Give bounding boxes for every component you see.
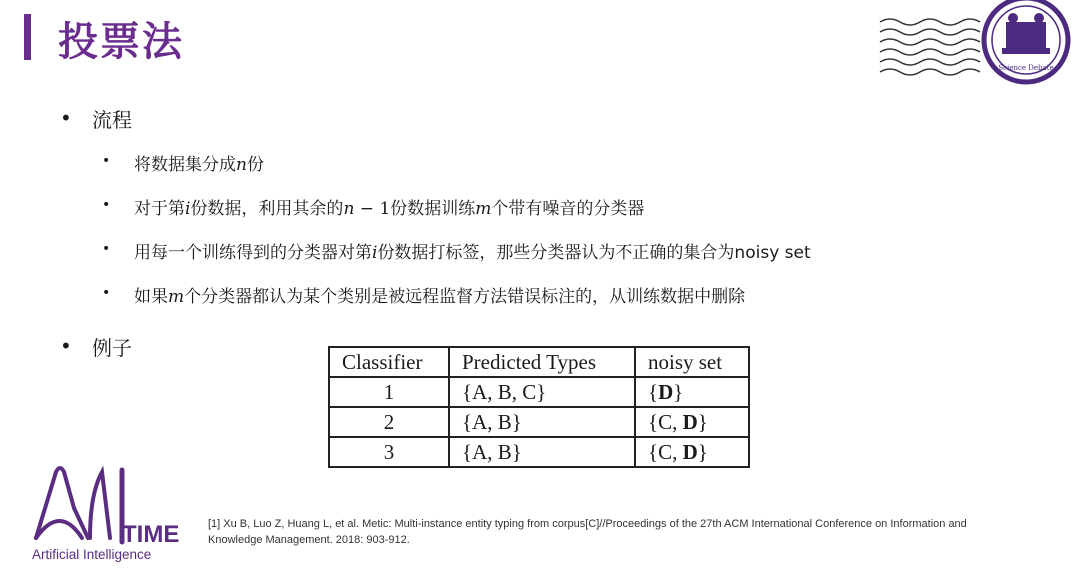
cell-noisy: {D} xyxy=(635,377,749,407)
math-var: n xyxy=(343,199,355,219)
cell-classifier: 2 xyxy=(329,407,449,437)
bullet-example: 例子 xyxy=(92,336,132,360)
math-var: i xyxy=(185,199,191,219)
header-predicted-types: Predicted Types xyxy=(449,347,635,377)
math-var: i xyxy=(372,243,378,263)
logo-subtitle: Artificial Intelligence xyxy=(32,547,152,562)
math-expr: − 1 xyxy=(354,199,391,219)
text-run: 个带有噪音的分类器 xyxy=(491,199,645,219)
process-step-1 xyxy=(134,150,264,175)
bullet-dot-icon: • xyxy=(102,197,111,213)
bullet-dot-icon: • xyxy=(102,241,111,257)
cell-predicted: {A, B} xyxy=(449,437,635,467)
text-run: 如果 xyxy=(134,287,168,307)
seal-text: Science Debate xyxy=(998,64,1054,72)
cell-classifier: 3 xyxy=(329,437,449,467)
text-run: 份数据，利用其余的 xyxy=(190,199,344,219)
process-step-2 xyxy=(134,194,644,219)
table-row xyxy=(329,437,749,467)
cell-predicted: {A, B, C} xyxy=(449,377,635,407)
bullet-process: 流程 xyxy=(92,108,132,132)
table-row xyxy=(329,407,749,437)
header-classifier: Classifier xyxy=(329,347,449,377)
text-run: 份数据训练 xyxy=(390,199,476,219)
bullet-dot-icon: • xyxy=(102,285,111,301)
reference-citation: [1] Xu B, Luo Z, Huang L, et al. Metic: Multi-instance entity typing from corpus[C]//Proceedings of the 27th ACM International Conference on Information and Knowledge Management. 2018: 903-912. xyxy=(208,518,967,546)
ai-time-logo xyxy=(30,464,180,564)
slide-title: 投票法 xyxy=(58,19,184,65)
cell-predicted: {A, B} xyxy=(449,407,635,437)
math-var: n xyxy=(236,155,247,175)
voting-example-table xyxy=(328,346,750,468)
table-row xyxy=(329,377,749,407)
bullet-dot-icon: • xyxy=(60,334,72,358)
text-run: 个分类器都认为某个类别是被远程监督方法错误标注的，从训练数据中删除 xyxy=(184,287,746,307)
text-run: 对于第 xyxy=(134,199,185,219)
bullet-dot-icon: • xyxy=(60,106,72,130)
math-var: m xyxy=(168,287,185,307)
cell-classifier: 1 xyxy=(329,377,449,407)
title-accent-bar xyxy=(24,14,31,60)
table-header-row xyxy=(329,347,749,377)
cell-noisy: {C, D} xyxy=(635,437,749,467)
process-step-4 xyxy=(134,282,745,307)
text-run: 用每一个训练得到的分类器对第 xyxy=(134,243,372,263)
logo-word: TIME xyxy=(122,521,180,548)
science-debate-seal xyxy=(876,0,1076,108)
text-run: 份 xyxy=(246,155,264,175)
text-run: 份数据打标签，那些分类器认为不正确的集合为noisy set xyxy=(377,243,811,263)
header-noisy-set: noisy set xyxy=(635,347,749,377)
bullet-dot-icon: • xyxy=(102,153,111,169)
math-var: m xyxy=(475,199,492,219)
text-run: 将数据集分成 xyxy=(134,155,236,175)
cell-noisy: {C, D} xyxy=(635,407,749,437)
process-step-3 xyxy=(134,238,811,263)
